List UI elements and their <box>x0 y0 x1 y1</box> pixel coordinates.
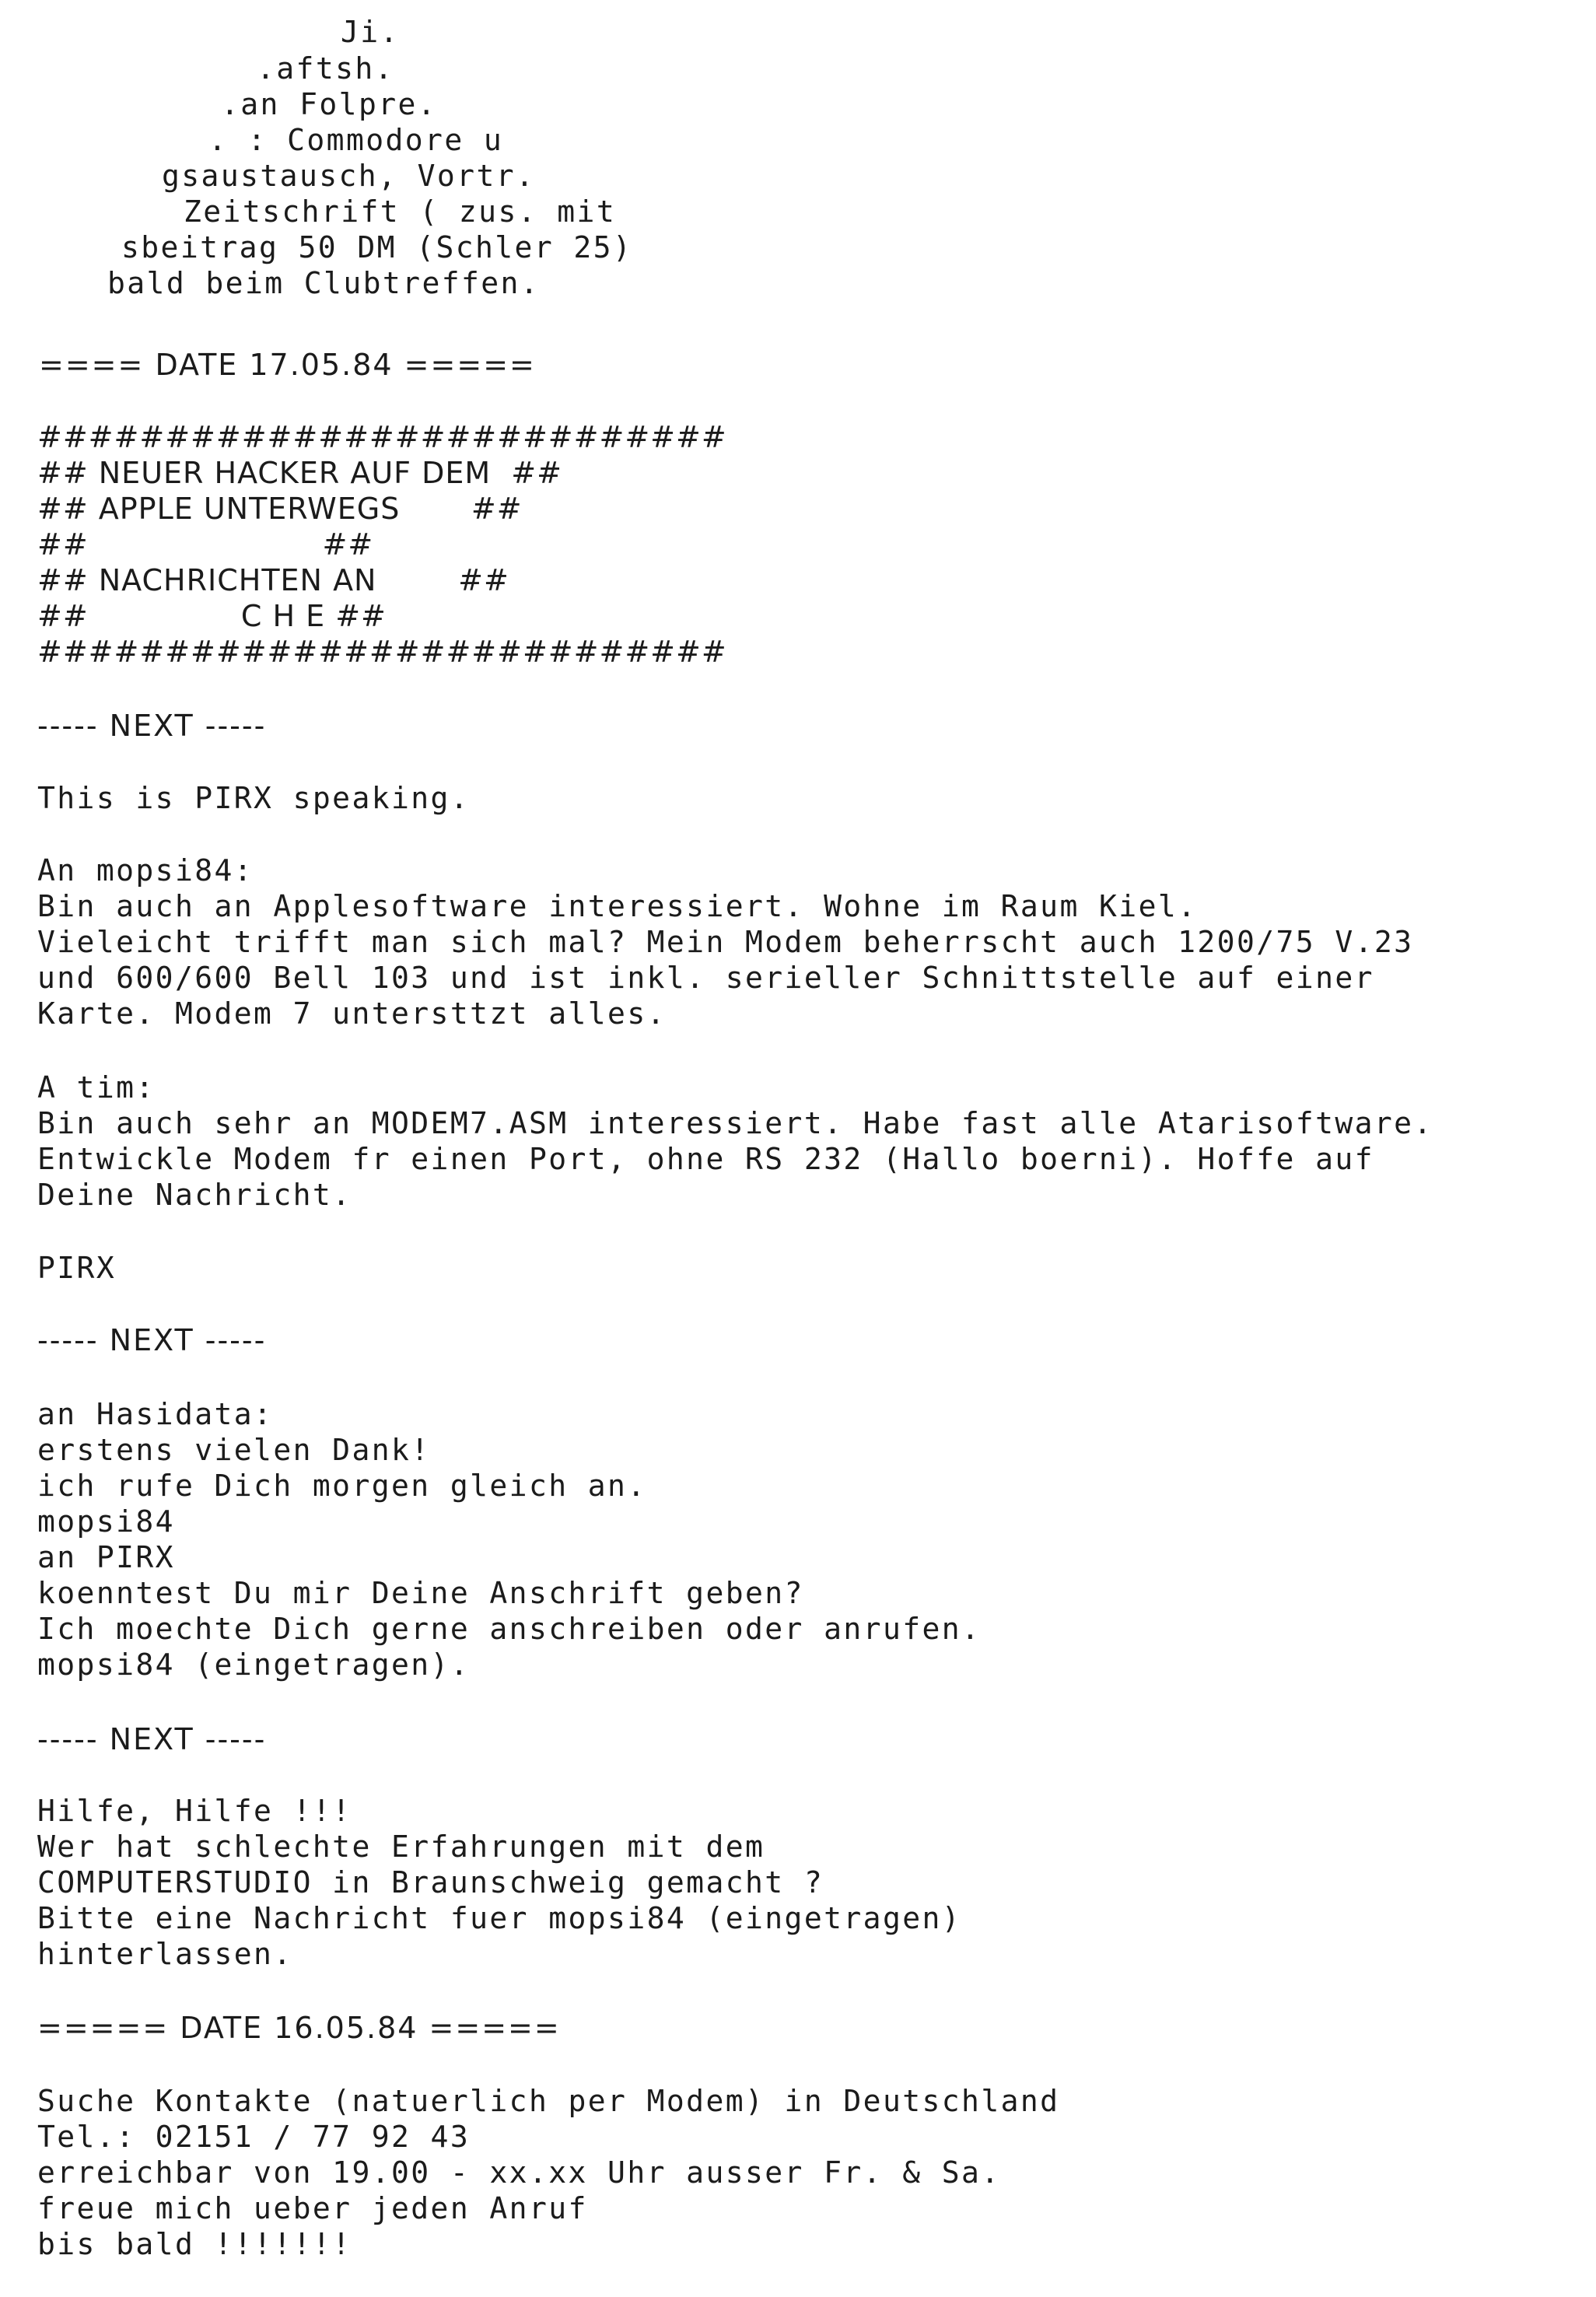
fragment-line: Ji. <box>341 15 400 49</box>
suche-line: freue mich ueber jeden Anruf <box>37 2191 588 2225</box>
suche-line: Suche Kontakte (natuerlich per Modem) in Deutschland <box>37 2084 1060 2118</box>
next-separator: ----- NEXT ----- <box>37 1722 267 1756</box>
pirx-body-line: Bin auch sehr an MODEM7.ASM interessiert. Habe fast alle Atarisoftware. <box>37 1106 1433 1140</box>
fragment-line: bald beim Clubtreffen. <box>107 266 541 300</box>
mopsi-line: mopsi84 (eingetragen). <box>37 1647 471 1682</box>
hilfe-line: COMPUTERSTUDIO in Braunschweig gemacht ? <box>37 1865 824 1900</box>
fragment-line: .aftsh. <box>257 51 394 86</box>
pirx-body-line: Deine Nachricht. <box>37 1178 352 1212</box>
mopsi-line: an PIRX <box>37 1540 175 1574</box>
pirx-body-line: Vieleicht trifft man sich mal? Mein Modem beherrscht auch 1200/75 V.23 <box>37 925 1414 959</box>
pirx-body-line: Bin auch an Applesoftware interessiert. Wohne im Raum Kiel. <box>37 889 1198 923</box>
next-separator: ----- NEXT ----- <box>37 1323 267 1357</box>
banner-box-line: ## APPLE UNTERWEGS ## <box>37 492 523 526</box>
mopsi-line: erstens vielen Dank! <box>37 1433 431 1467</box>
suche-line: bis bald !!!!!!! <box>37 2227 352 2261</box>
pirx-to-mopsi: An mopsi84: <box>37 853 254 888</box>
mopsi-line: Ich moechte Dich gerne anschreiben oder anrufen. <box>37 1612 982 1646</box>
banner-box-line: ## NACHRICHTEN AN ## <box>37 563 509 597</box>
pirx-body-line: Entwickle Modem fr einen Port, ohne RS 232 (Hallo boerni). Hoffe auf <box>37 1142 1374 1176</box>
suche-line: erreichbar von 19.00 - xx.xx Uhr ausser Fr. & Sa. <box>37 2155 1001 2190</box>
date-header: ===== DATE 16.05.84 ===== <box>37 2011 561 2045</box>
hilfe-line: Hilfe, Hilfe !!! <box>37 1794 352 1828</box>
next-separator: ----- NEXT ----- <box>37 709 267 743</box>
hilfe-line: Bitte eine Nachricht fuer mopsi84 (eingetragen) <box>37 1901 962 1935</box>
fragment-line: .an Folpre. <box>221 87 438 121</box>
banner-box-line: ## C H E ## <box>37 599 387 633</box>
pirx-to-tim: A tim: <box>37 1070 156 1105</box>
banner-box-line: ## ## <box>37 527 374 562</box>
pirx-body-line: und 600/600 Bell 103 und ist inkl. serieller Schnittstelle auf einer <box>37 961 1374 995</box>
pirx-body-line: Karte. Modem 7 untersttzt alles. <box>37 996 667 1031</box>
fragment-line: Zeitschrift ( zus. mit <box>184 194 617 229</box>
fragment-line: gsaustausch, Vortr. <box>162 159 536 193</box>
mopsi-line: koenntest Du mir Deine Anschrift geben? <box>37 1576 804 1610</box>
mopsi-line: ich rufe Dich morgen gleich an. <box>37 1469 647 1503</box>
date-header: ==== DATE 17.05.84 ===== <box>39 348 536 382</box>
banner-box-line: ## NEUER HACKER AUF DEM ## <box>37 456 562 490</box>
mopsi-line: mopsi84 <box>37 1504 175 1539</box>
fragment-line: . : Commodore u <box>208 123 504 157</box>
hilfe-line: Wer hat schlechte Erfahrungen mit dem <box>37 1830 765 1864</box>
banner-box-line: ########################### <box>37 420 727 454</box>
suche-line: Tel.: 02151 / 77 92 43 <box>37 2120 471 2154</box>
mopsi-line: an Hasidata: <box>37 1397 274 1431</box>
pirx-signature: PIRX <box>37 1251 117 1285</box>
hilfe-line: hinterlassen. <box>37 1937 293 1971</box>
pirx-intro: This is PIRX speaking. <box>37 781 471 815</box>
banner-box-line: ########################### <box>37 635 727 669</box>
fragment-line: sbeitrag 50 DM (Schler 25) <box>121 230 633 264</box>
